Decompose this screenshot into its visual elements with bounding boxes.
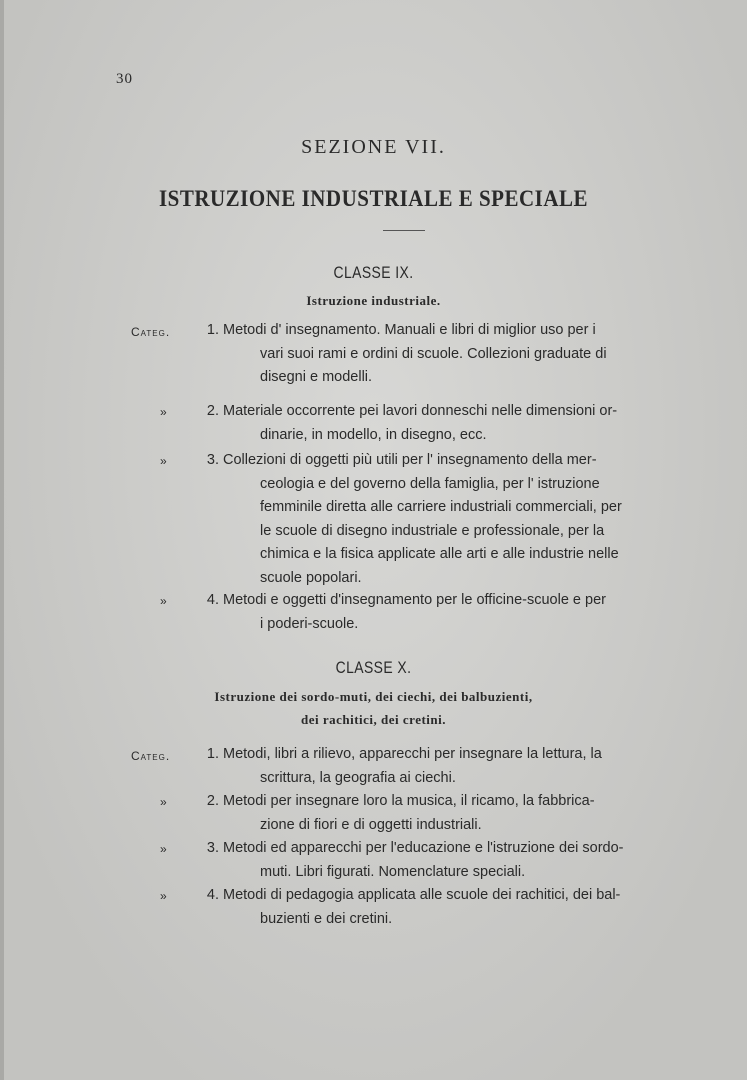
class-subtitle: Istruzione dei sordo-muti, dei ciechi, dei balbuzienti, <box>214 689 533 704</box>
ditto-mark: » <box>160 454 167 468</box>
section-title: SEZIONE VII. <box>301 136 446 158</box>
category-text <box>223 400 669 447</box>
ditto-mark: » <box>160 889 167 903</box>
ditto-mark: » <box>160 795 167 809</box>
category-text <box>223 884 669 931</box>
text-line: Metodi ed apparecchi per l'educazione e l'istruzione dei sordo- <box>223 840 624 856</box>
ditto-mark: » <box>160 594 167 608</box>
category-text <box>223 837 669 884</box>
page-edge <box>0 0 4 1080</box>
text-line: femminile diretta alle carriere industriali commerciali, per <box>260 499 622 515</box>
text-line: Metodi per insegnare loro la musica, il ricamo, la fabbrica- <box>223 793 595 809</box>
category-number: 2. <box>206 403 219 419</box>
text-line: le scuole di disegno industriale e professionale, per la <box>260 522 605 539</box>
text-line: Metodi d' insegnamento. Manuali e libri di miglior uso per i <box>223 322 596 338</box>
text-line: ceologia e del governo della famiglia, per l' istruzione <box>260 475 600 492</box>
text-line: muti. Libri figurati. Nomenclature speciali. <box>260 863 526 880</box>
text-line: scrittura, la geografia ai ciechi. <box>260 769 456 786</box>
text-line: i poderi-scuole. <box>260 615 359 632</box>
category-text <box>223 790 669 837</box>
class-heading: CLASSE IX. <box>333 263 414 282</box>
text-line: dinarie, in modello, in disegno, ecc. <box>260 426 487 443</box>
category-number: 3. <box>206 452 219 468</box>
category-label: Categ. <box>131 325 171 339</box>
category-number: 3. <box>206 840 219 856</box>
main-title: ISTRUZIONE INDUSTRIALE E SPECIALE <box>158 184 589 212</box>
ditto-mark: » <box>160 405 167 419</box>
category-number: 2. <box>206 793 219 809</box>
ditto-mark: » <box>160 842 167 856</box>
text-line: vari suoi rami e ordini di scuole. Collezioni graduate di <box>260 345 607 362</box>
category-number: 4. <box>206 887 219 903</box>
text-line: Metodi e oggetti d'insegnamento per le officine-scuole e per <box>223 592 606 608</box>
text-line: Materiale occorrente pei lavori donneschi nelle dimensioni or- <box>223 403 618 419</box>
category-number: 4. <box>206 592 219 608</box>
class-subtitle: Istruzione industriale. <box>306 293 441 308</box>
title-divider <box>383 230 425 231</box>
text-line: Metodi di pedagogia applicata alle scuole dei rachitici, dei bal- <box>223 887 621 903</box>
text-line: buzienti e dei cretini. <box>260 910 393 927</box>
class-heading: CLASSE X. <box>335 658 412 677</box>
page-number: 30 <box>116 71 133 87</box>
text-line: Metodi, libri a rilievo, apparecchi per insegnare la lettura, la <box>223 746 602 762</box>
category-text <box>223 743 669 790</box>
category-number: 1. <box>206 322 219 338</box>
text-line: scuole popolari. <box>260 569 362 586</box>
category-text <box>223 449 669 590</box>
text-line: Collezioni di oggetti più utili per l' insegnamento della mer- <box>223 452 597 468</box>
text-line: chimica e la fisica applicate alle arti e alle industrie nelle <box>260 546 619 562</box>
category-text <box>223 319 669 390</box>
category-number: 1. <box>206 746 219 762</box>
text-line: disegni e modelli. <box>260 369 373 385</box>
category-text <box>223 589 669 636</box>
category-label: Categ. <box>131 749 171 763</box>
class-subtitle: dei rachitici, dei cretini. <box>300 712 447 727</box>
text-line: zione di fiori e di oggetti industriali. <box>260 816 482 833</box>
